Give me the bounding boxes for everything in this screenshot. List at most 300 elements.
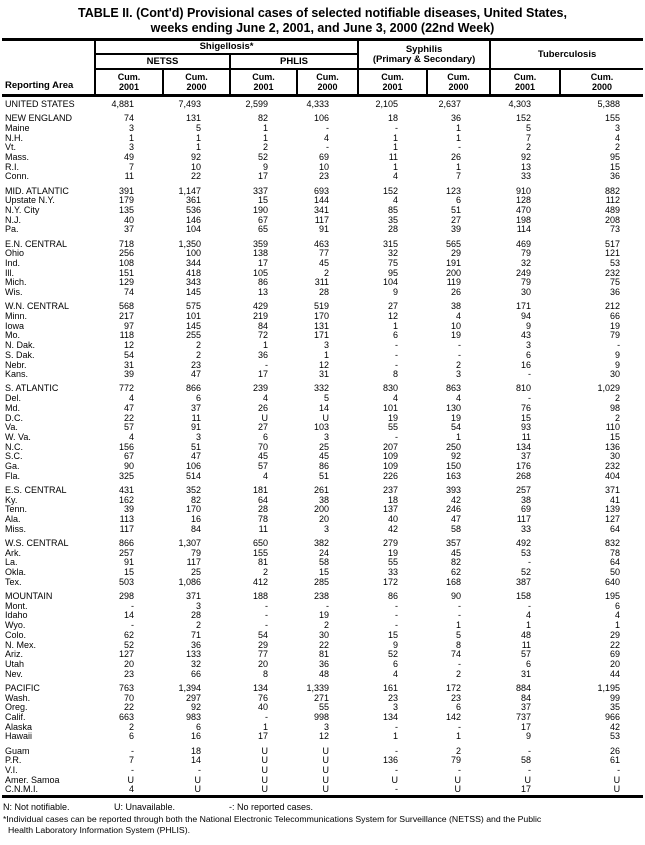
value-cell: 188	[252, 591, 268, 602]
table-row	[2, 341, 643, 351]
reporting-area-cell: Vt.	[5, 142, 17, 153]
reporting-area-cell: Ohio	[5, 248, 25, 259]
value-cell: 15	[123, 567, 134, 578]
cum-label: Cum.	[447, 72, 470, 82]
value-cell: 104	[383, 277, 399, 288]
year-label: 2001	[253, 82, 274, 92]
value-cell: 22	[123, 412, 134, 423]
value-cell: -	[458, 600, 462, 611]
value-cell: 1,350	[178, 238, 201, 249]
value-cell: 67	[123, 451, 134, 462]
value-cell: 32	[521, 258, 532, 269]
value-cell: 2	[324, 620, 330, 631]
header-cum-col-8	[560, 69, 643, 96]
value-cell: 640	[605, 576, 621, 587]
value-cell: 38	[451, 301, 462, 312]
value-cell: 19	[451, 412, 462, 423]
value-cell: 168	[446, 576, 462, 587]
value-cell: 128	[516, 195, 532, 206]
value-cell: -	[265, 620, 268, 631]
value-cell: 109	[383, 451, 399, 462]
table-row	[2, 124, 643, 134]
year-label: 2001	[515, 82, 536, 92]
value-cell: 359	[252, 238, 268, 249]
value-cell: 77	[257, 649, 268, 660]
value-cell: 237	[383, 485, 399, 496]
value-cell: 62	[123, 629, 134, 640]
value-cell: -	[395, 122, 399, 133]
value-cell: 1	[393, 142, 399, 153]
value-cell: 43	[521, 330, 532, 341]
value-cell: 6	[128, 731, 134, 742]
value-cell: 106	[185, 461, 201, 472]
reporting-area-cell: S.C.	[5, 451, 23, 462]
value-cell: 13	[521, 161, 532, 172]
value-cell: 129	[118, 277, 134, 288]
value-cell: 341	[314, 205, 330, 216]
value-cell: 514	[185, 470, 201, 481]
value-cell: 51	[190, 441, 201, 452]
value-cell: 11	[521, 639, 532, 650]
value-cell: 1	[615, 620, 621, 631]
value-cell: 343	[185, 277, 201, 288]
value-cell: 198	[516, 214, 532, 225]
header-syphilis-line2: (Primary & Secondary)	[372, 53, 476, 65]
value-cell: 45	[319, 451, 330, 462]
value-cell: 14	[319, 402, 330, 413]
value-cell: 55	[388, 557, 399, 568]
header-phlis: PHLIS	[230, 54, 358, 69]
table-row	[2, 578, 643, 588]
value-cell: 134	[516, 441, 532, 452]
value-cell: 39	[123, 369, 134, 380]
reporting-area-cell: NEW ENGLAND	[5, 113, 73, 124]
reporting-area-cell: N. Mex.	[5, 639, 37, 650]
header-cum-col-6	[427, 69, 490, 96]
value-cell: -	[131, 620, 134, 631]
value-cell: 882	[605, 185, 621, 196]
reporting-area-cell: Conn.	[5, 171, 30, 182]
value-cell: 866	[185, 383, 201, 394]
value-cell: 6	[456, 702, 462, 713]
year-label: 2000	[186, 82, 207, 92]
value-cell: 2	[195, 340, 201, 351]
reporting-area-cell: S. Dak.	[5, 349, 35, 360]
value-cell: 82	[190, 494, 201, 505]
value-cell: 101	[185, 311, 201, 322]
value-cell: 232	[605, 461, 621, 472]
year-label: 2000	[592, 82, 613, 92]
value-cell: 489	[605, 205, 621, 216]
value-cell: -	[617, 765, 621, 775]
value-cell: -	[395, 620, 399, 631]
value-cell: 15	[257, 195, 268, 206]
value-cell: 344	[185, 258, 201, 269]
value-cell: 6	[262, 432, 268, 442]
value-cell: 2	[456, 668, 462, 679]
value-cell: U	[322, 755, 330, 766]
table-row	[2, 134, 643, 144]
value-cell: 4	[128, 393, 134, 404]
value-cell: 5	[195, 122, 201, 133]
table-row	[2, 713, 643, 723]
value-cell: 195	[605, 591, 621, 602]
value-cell: 79	[610, 330, 621, 341]
value-cell: 7,493	[178, 99, 201, 109]
value-cell: 109	[383, 461, 399, 472]
value-cell: 575	[185, 301, 201, 312]
value-cell: 133	[185, 649, 201, 660]
value-cell: 217	[118, 311, 134, 322]
value-cell: 172	[383, 576, 399, 587]
value-cell: 1	[526, 620, 532, 631]
value-cell: 693	[314, 185, 330, 196]
value-cell: 51	[319, 470, 330, 481]
value-cell: 117	[119, 523, 134, 534]
value-cell: 503	[118, 576, 134, 587]
value-cell: 200	[314, 504, 330, 515]
reporting-area-cell: Okla.	[5, 567, 27, 578]
value-cell: 84	[190, 523, 201, 534]
value-cell: 58	[521, 755, 532, 766]
value-cell: 55	[388, 422, 399, 433]
value-cell: 1	[195, 132, 201, 143]
value-cell: 92	[190, 152, 201, 163]
value-cell: U	[261, 745, 268, 756]
value-cell: 85	[388, 205, 399, 216]
value-cell: U	[261, 755, 268, 766]
reporting-area-cell: N.Y. City	[5, 205, 40, 216]
table-row	[2, 380, 643, 394]
value-cell: 469	[516, 238, 532, 249]
value-cell: 12	[319, 359, 330, 370]
footnote-legend	[0, 798, 645, 813]
table-row	[2, 288, 643, 298]
value-cell: 91	[190, 422, 201, 433]
value-cell: 61	[610, 755, 621, 766]
header-syphilis-line1: Syphilis	[405, 43, 443, 55]
reporting-area-cell: E.S. CENTRAL	[5, 485, 67, 496]
value-cell: 387	[516, 576, 532, 587]
value-cell: 150	[446, 461, 462, 472]
table-header	[2, 40, 643, 96]
value-cell: 36	[190, 639, 201, 650]
value-cell: 12	[319, 731, 330, 742]
value-cell: 131	[185, 113, 201, 124]
value-cell: 137	[383, 504, 399, 515]
value-cell: 7	[128, 161, 134, 172]
value-cell: 23	[388, 692, 399, 703]
value-cell: 332	[314, 383, 330, 394]
value-cell: 1,147	[178, 185, 201, 196]
value-cell: 13	[257, 287, 268, 298]
value-cell: 123	[446, 185, 462, 196]
value-cell: 16	[190, 514, 201, 525]
value-cell: 40	[388, 514, 399, 525]
value-cell: -	[198, 765, 201, 775]
header-syphilis	[358, 40, 490, 70]
value-cell: 3	[615, 122, 621, 133]
value-cell: -	[326, 600, 330, 611]
value-cell: 74	[451, 649, 462, 660]
footnote-asterisk-line2: Health Laboratory Information System (PHLIS).	[8, 824, 191, 835]
value-cell: 11	[124, 171, 134, 182]
value-cell: 131	[314, 320, 330, 331]
cum-label: Cum.	[381, 72, 404, 82]
value-cell: 4	[393, 195, 399, 206]
value-cell: 20	[123, 658, 134, 669]
value-cell: 73	[610, 224, 621, 235]
value-cell: 866	[118, 538, 134, 549]
value-cell: 28	[388, 224, 399, 235]
value-cell: 48	[521, 629, 532, 640]
reporting-area-cell: N.H.	[5, 132, 23, 143]
value-cell: 58	[451, 523, 462, 534]
value-cell: 22	[190, 171, 201, 182]
value-cell: 36	[610, 287, 621, 298]
value-cell: 4,303	[508, 99, 532, 109]
value-cell: 48	[319, 668, 330, 679]
value-cell: 4	[456, 311, 462, 322]
value-cell: 256	[118, 248, 134, 259]
value-cell: 31	[521, 668, 532, 679]
value-cell: 36	[610, 171, 621, 182]
value-cell: 1	[456, 731, 462, 742]
value-cell: 117	[314, 214, 330, 225]
value-cell: 966	[605, 711, 621, 722]
value-cell: U	[613, 784, 621, 795]
value-cell: -	[528, 369, 532, 380]
value-cell: U	[261, 412, 268, 423]
value-cell: U	[261, 774, 268, 785]
value-cell: 2,105	[375, 99, 399, 109]
reporting-area-cell: Kans.	[5, 369, 29, 380]
reporting-area-cell: W. Va.	[5, 432, 31, 442]
value-cell: 181	[252, 485, 268, 496]
value-cell: 74	[123, 113, 134, 124]
value-cell: 12	[123, 340, 134, 351]
reporting-area-cell: Fla.	[5, 470, 21, 481]
value-cell: 983	[185, 711, 201, 722]
value-cell: 64	[610, 523, 621, 534]
reporting-area-cell: Tenn.	[5, 504, 28, 515]
value-cell: 1	[262, 340, 268, 351]
value-cell: 4	[393, 393, 399, 404]
value-cell: 179	[118, 195, 134, 206]
value-cell: -	[528, 765, 532, 775]
value-cell: 18	[388, 113, 399, 124]
cum-label: Cum.	[117, 72, 141, 82]
value-cell: 18	[388, 494, 399, 505]
value-cell: 568	[118, 301, 134, 312]
reporting-area-cell: Utah	[5, 658, 25, 669]
value-cell: 44	[610, 668, 621, 679]
value-cell: 6	[615, 600, 621, 611]
value-cell: 391	[118, 185, 134, 196]
reporting-area-cell: Colo.	[5, 629, 27, 640]
value-cell: 431	[118, 485, 134, 496]
value-cell: 3	[195, 432, 201, 442]
value-cell: 35	[610, 702, 621, 713]
value-cell: 66	[610, 311, 621, 322]
footnote-asterisk	[0, 813, 645, 835]
value-cell: 118	[119, 330, 134, 341]
value-cell: -	[131, 745, 134, 756]
value-cell: 54	[451, 422, 462, 433]
value-cell: 172	[446, 682, 462, 693]
value-cell: 1	[456, 432, 462, 442]
value-cell: 54	[257, 629, 268, 640]
value-cell: 26	[451, 152, 462, 163]
value-cell: 11	[258, 523, 268, 534]
value-cell: 76	[257, 692, 268, 703]
reporting-area-cell: Mo.	[5, 330, 21, 341]
value-cell: 30	[610, 451, 621, 462]
value-cell: 15	[610, 432, 621, 442]
value-cell: 3	[195, 600, 201, 611]
value-cell: 1	[393, 320, 399, 331]
value-cell: 311	[314, 277, 330, 288]
value-cell: 139	[605, 504, 621, 515]
value-cell: 271	[314, 692, 330, 703]
value-cell: 19	[388, 547, 399, 558]
value-cell: 718	[118, 238, 134, 249]
value-cell: 14	[190, 755, 201, 766]
value-cell: 5,388	[597, 99, 621, 109]
value-cell: 33	[388, 567, 399, 578]
reporting-area-cell: Upstate N.Y.	[5, 195, 55, 206]
value-cell: 67	[257, 214, 268, 225]
value-cell: 22	[123, 702, 134, 713]
value-cell: U	[322, 765, 330, 775]
value-cell: 158	[516, 591, 532, 602]
footnote-no-reported-cases: -: No reported cases.	[229, 802, 314, 813]
value-cell: 315	[383, 238, 399, 249]
value-cell: 2	[615, 412, 621, 423]
value-cell: 3	[324, 432, 330, 442]
header-cum-col-3	[230, 69, 297, 96]
table-row	[2, 732, 643, 742]
value-cell: 1	[456, 161, 462, 172]
value-cell: 12	[388, 311, 399, 322]
value-cell: 25	[190, 567, 201, 578]
value-cell: 3	[128, 142, 134, 153]
value-cell: -	[395, 610, 399, 621]
value-cell: 14	[123, 610, 134, 621]
value-cell: 127	[605, 514, 621, 525]
value-cell: 4	[393, 171, 399, 182]
year-label: 2001	[382, 82, 403, 92]
value-cell: 279	[383, 538, 399, 549]
value-cell: 15	[319, 567, 330, 578]
value-cell: 4	[526, 610, 532, 621]
value-cell: 6	[393, 330, 399, 341]
value-cell: 9	[262, 161, 268, 172]
value-cell: 15	[610, 161, 621, 172]
value-cell: 2	[324, 267, 330, 278]
value-cell: 4	[324, 132, 330, 143]
value-cell: -	[395, 765, 399, 775]
value-cell: 81	[319, 649, 330, 660]
value-cell: 361	[185, 195, 201, 206]
value-cell: 1	[262, 721, 268, 732]
value-cell: 170	[314, 311, 330, 322]
value-cell: 16	[521, 359, 532, 370]
header-cum-col-1	[95, 69, 163, 96]
value-cell: 30	[610, 369, 621, 380]
value-cell: 117	[516, 514, 532, 525]
value-cell: 910	[516, 185, 532, 196]
value-cell: 52	[521, 567, 532, 578]
value-cell: 47	[190, 369, 201, 380]
value-cell: U	[613, 774, 621, 785]
value-cell: 76	[521, 402, 532, 413]
value-cell: 9	[393, 639, 399, 650]
value-cell: 4,881	[111, 99, 134, 109]
value-cell: 106	[314, 113, 330, 124]
value-cell: 92	[521, 152, 532, 163]
value-cell: U	[322, 784, 330, 795]
value-cell: -	[265, 359, 268, 370]
value-cell: 5	[456, 629, 462, 640]
value-cell: 3	[324, 523, 330, 534]
value-cell: 3	[393, 702, 399, 713]
value-cell: 29	[257, 639, 268, 650]
value-cell: 36	[257, 349, 268, 360]
value-cell: 78	[257, 514, 268, 525]
value-cell: 404	[605, 470, 621, 481]
value-cell: 2,599	[245, 99, 268, 109]
value-cell: 119	[446, 277, 462, 288]
header-row-cum	[2, 69, 643, 96]
value-cell: 37	[123, 224, 134, 235]
value-cell: 91	[319, 224, 330, 235]
value-cell: U	[454, 774, 462, 785]
value-cell: -	[458, 340, 462, 351]
value-cell: 3	[324, 721, 330, 732]
value-cell: 2	[128, 721, 134, 732]
value-cell: 4	[262, 470, 268, 481]
value-cell: 4	[456, 393, 462, 404]
value-cell: 155	[252, 547, 268, 558]
value-cell: 52	[388, 649, 399, 660]
value-cell: 2	[526, 142, 532, 153]
reporting-area-cell: C.N.M.I.	[5, 784, 38, 795]
value-cell: 47	[451, 514, 462, 525]
table-row	[2, 679, 643, 693]
reporting-area-cell: S. ATLANTIC	[5, 383, 59, 394]
value-cell: -	[326, 122, 330, 133]
value-cell: -	[395, 721, 399, 732]
value-cell: 134	[383, 711, 399, 722]
value-cell: 31	[123, 359, 134, 370]
value-cell: 1,339	[306, 682, 330, 693]
value-cell: 7	[526, 132, 532, 143]
reporting-area-cell: Tex.	[5, 576, 22, 587]
value-cell: 4	[615, 610, 621, 621]
reporting-area-cell: Ala.	[5, 514, 21, 525]
value-cell: 5	[324, 393, 330, 404]
value-cell: 30	[521, 287, 532, 298]
header-cum-col-4	[297, 69, 358, 96]
value-cell: 519	[314, 301, 330, 312]
table-row	[2, 515, 643, 525]
value-cell: 27	[257, 422, 268, 433]
value-cell: -	[458, 765, 462, 775]
value-cell: 152	[383, 185, 399, 196]
reporting-area-cell: Miss.	[5, 523, 26, 534]
value-cell: 79	[451, 755, 462, 766]
